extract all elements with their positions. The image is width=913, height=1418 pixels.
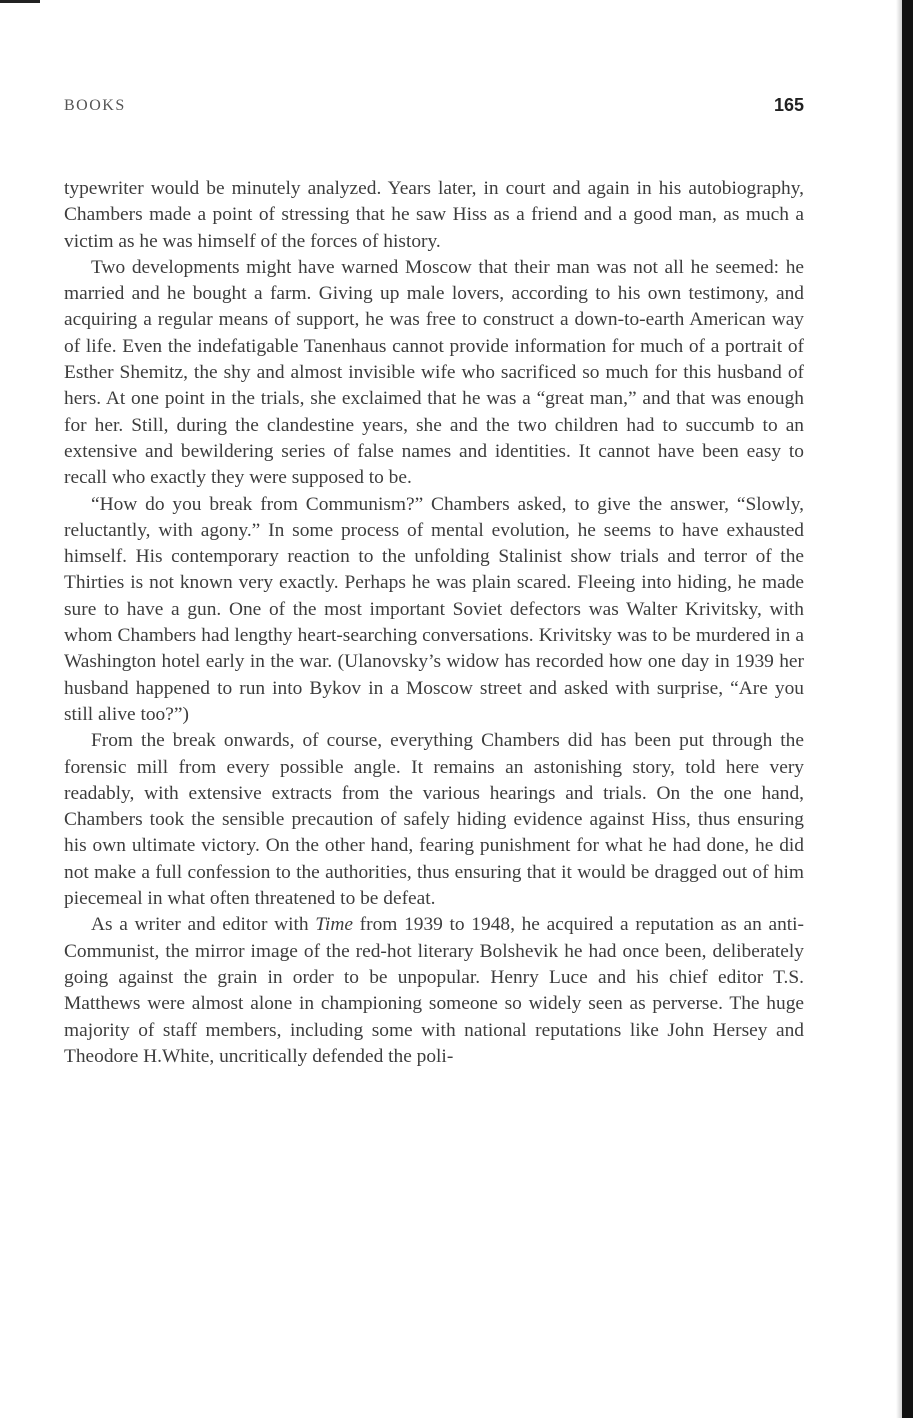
- paragraph-text-after: from 1939 to 1948, he acquired a reputation as an anti-Communist, the mirror image of the red-hot literary Bolshevik he had once been, deliberately going against the grain in order to be unpopular. Henry Luce and his chief editor T.S. Matthews were almost alone in championing someone so widely seen as perverse. The huge majority of staff members, including some with national reputations like John Hersey and Theodore H.White, uncritically defended the poli-: [64, 914, 804, 1067]
- paragraph-continuation: typewriter would be minutely analyzed. Years later, in court and again in his autobiography, Chambers made a point of stressing that he saw Hiss as a friend and a good man, as much a victim as he was himself of the forces of history.: [64, 178, 804, 252]
- paragraph: “How do you break from Communism?” Chambers asked, to give the answer, “Slowly, reluctantly, with agony.” In some process of mental evolution, he seems to have exhausted himself. His contemporary reaction to the unfolding Stalinist show trials and terror of the Thirties is not known very exactly. Perhaps he was plain scared. Fleeing into hiding, he made sure to have a gun. One of the most important Soviet defectors was Walter Krivitsky, with whom Chambers had lengthy heart-searching conversations. Krivitsky was to be murdered in a Washington hotel early in the war. (Ulanovsky’s widow has recorded how one day in 1939 her husband happened to run into Bykov in a Moscow street and asked with surprise, “Are you still alive too?”): [64, 493, 804, 725]
- paragraph-text-before: As a writer and editor with: [91, 914, 316, 936]
- paragraph: [64, 912, 804, 1070]
- section-title: BOOKS: [64, 97, 126, 114]
- paragraph: Two developments might have warned Moscow that their man was not all he seemed: he married and he bought a farm. Giving up male lovers, according to his own testimony, and acquiring a regular means of support, he was free to construct a down-to-earth American way of life. Even the indefatigable Tanenhaus cannot provide information for much of a portrait of Esther Shemitz, the shy and almost invisible wife who sacrificed so much for this husband of hers. At one point in the trials, she exclaimed that he was a “great man,” and that was enough for her. Still, during the clandestine years, she and the two children had to succumb to an extensive and bewildering series of false names and identities. It cannot have been easy to recall who exactly they were supposed to be.: [64, 256, 804, 489]
- running-head: [64, 95, 804, 121]
- page-binding-edge: [902, 0, 913, 1418]
- publication-title: Time: [315, 914, 353, 936]
- paragraph: From the break onwards, of course, everything Chambers did has been put through the forensic mill from every possible angle. It remains an astonishing story, told here very readably, with extensive extracts from the various hearings and trials. On the one hand, Chambers took the sensible precaution of safely hiding evidence against Hiss, thus ensuring his own ultimate victory. On the other hand, fearing punishment for what he had done, he did not make a full confession to the authorities, thus ensuring that it would be dragged out of him piecemeal in what often threatened to be defeat.: [64, 730, 804, 910]
- page-number: 165: [773, 95, 804, 115]
- article-body: [64, 176, 804, 1070]
- top-edge-rule: [0, 0, 40, 3]
